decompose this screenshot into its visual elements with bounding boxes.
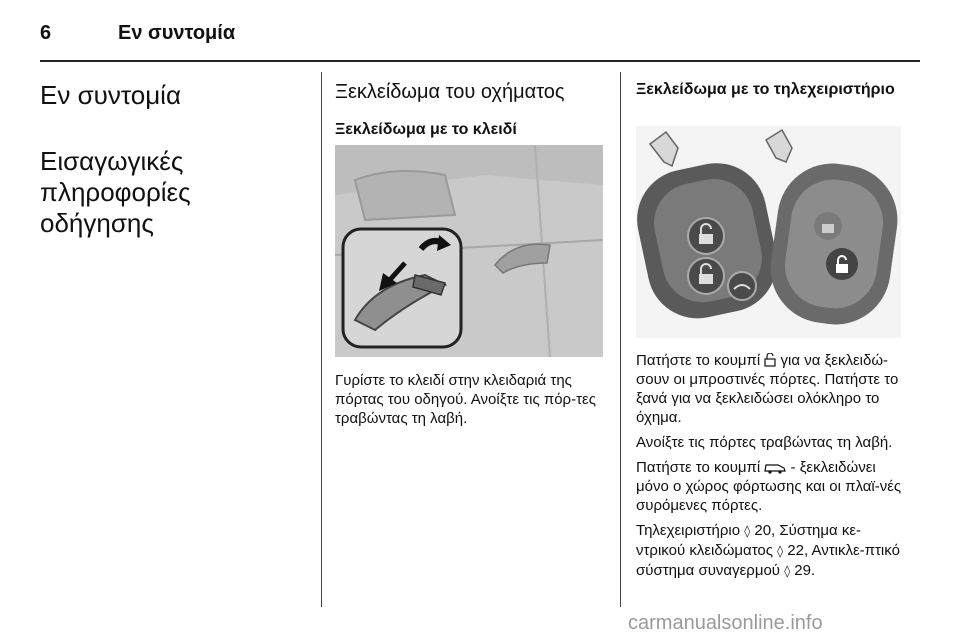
page-number: 6 <box>40 22 52 44</box>
remote-heading: Ξεκλείδωμα με το τηλεχειριστήριο <box>636 81 895 98</box>
ref-text-c: 22, Αντικλε-πτικό σύστημα συναγερμού <box>636 542 900 579</box>
remote-p3-before: Πατήστε το κουμπί <box>636 459 765 476</box>
remote-key-illustration <box>636 126 901 338</box>
remote-instructions <box>636 351 906 587</box>
key-instructions <box>335 371 607 434</box>
chapter-title: Εν συντομία <box>40 80 181 110</box>
watermark: carmanualsonline.info <box>628 612 823 634</box>
header-section-title: Εν συντομία <box>118 22 236 44</box>
ref-text-a: Τηλεχειριστήριο <box>636 522 745 539</box>
door-handle-key-illustration <box>335 145 603 357</box>
key-instructions-text: Γυρίστε το κλειδί στην κλειδαριά της πόρτας του οδηγού. Ανοίξτε τις πόρ-τες τραβώντας τη λαβή. <box>335 372 596 427</box>
subsection-heading: Ξεκλείδωμα με το κλειδί <box>335 121 517 138</box>
remote-paragraph-4 <box>636 521 906 581</box>
column-divider-2 <box>620 72 621 607</box>
unlock-icon <box>764 353 776 367</box>
cargo-van-icon <box>764 462 786 474</box>
remote-paragraph-2: Ανοίξτε τις πόρτες τραβώντας τη λαβή. <box>636 434 893 451</box>
remote-p3-after: - ξεκλειδώνει μόνο ο χώρος φόρτωσης και οι πλαϊ-νές συρόμενες πόρτες. <box>636 459 902 514</box>
section-heading: Ξεκλείδωμα του οχήματος <box>335 81 565 103</box>
remote-p1-before: Πατήστε το κουμπί <box>636 352 765 369</box>
column-divider-1 <box>321 72 322 607</box>
remote-paragraph-3 <box>636 458 906 515</box>
ref-text-d: 29. <box>790 562 816 579</box>
chapter-subtitle: Εισαγωγικές πληροφορίες οδήγησης <box>40 146 191 238</box>
reference-arrow-icon: ◊ <box>744 524 751 538</box>
reference-arrow-icon: ◊ <box>784 564 791 578</box>
remote-p1-after: για να ξεκλειδώ-σουν οι μπροστινές πόρτες. Πατήστε το ξανά για να ξεκλειδώσει ολόκληρο το όχημα. <box>636 352 899 426</box>
reference-arrow-icon: ◊ <box>777 544 784 558</box>
remote-paragraph-1 <box>636 351 906 427</box>
header-rule <box>40 60 920 62</box>
ref-text-b: 20, Σύστημα κε-ντρικού κλειδώματος <box>636 522 862 559</box>
